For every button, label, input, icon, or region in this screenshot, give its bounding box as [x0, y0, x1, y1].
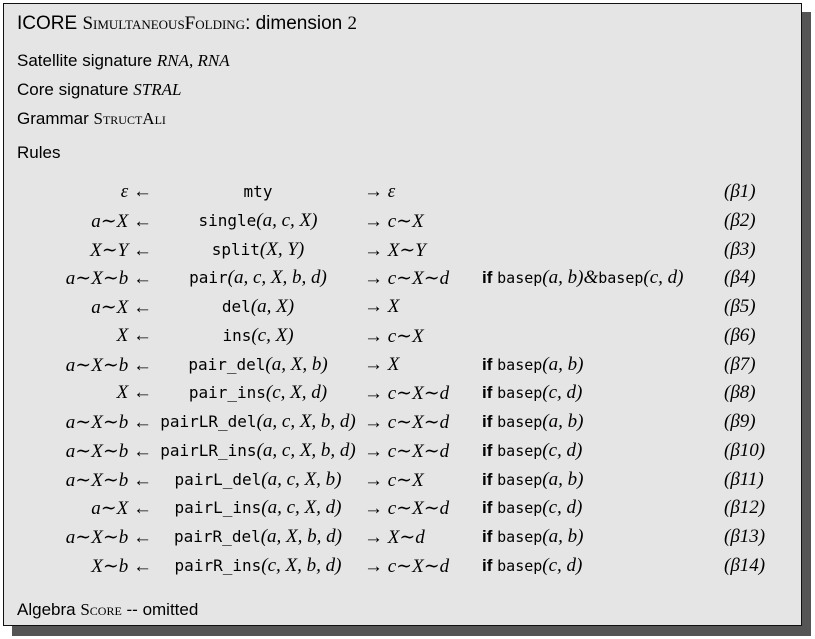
rule-lhs: a∼X∼b ←: [65, 527, 152, 548]
grammar-value: StructAli: [93, 109, 166, 128]
rule-label: (β11): [724, 468, 764, 490]
rule-function: [156, 325, 360, 347]
rule-rhs: → X: [364, 353, 400, 375]
rule-row: [4, 181, 799, 209]
rule-function-name: split: [211, 239, 260, 259]
rule-label: (β14): [724, 554, 766, 576]
rule-rhs: → c∼X∼d: [364, 498, 450, 520]
rule-function: [156, 382, 360, 404]
rule-function-args: (a, c, X, b): [261, 468, 342, 490]
rule-function-args: (c, X): [251, 324, 294, 346]
title-name: SimultaneousFolding: [82, 13, 246, 34]
rule-function-name: pairL_del: [174, 469, 262, 489]
rule-label: (β8): [724, 382, 756, 404]
core-value: STRAL: [133, 80, 182, 99]
rule-row: [4, 382, 799, 410]
rule-function-args: (c, X, d): [265, 382, 328, 404]
condition-expression: basep(a, b)&basep(c, d): [497, 267, 684, 289]
rule-condition: [482, 267, 683, 289]
rule-row: [4, 526, 799, 554]
rule-lhs: X∼Y ←: [90, 239, 152, 261]
condition-expression: basep(a, b): [497, 353, 584, 375]
rule-function-name: pairLR_ins: [160, 440, 257, 460]
satellite-value: RNA, RNA: [156, 51, 230, 70]
rule-condition: [482, 526, 583, 548]
rule-condition: [482, 411, 583, 433]
box-title: [17, 13, 357, 35]
rule-lhs: a∼X∼b ←: [65, 412, 152, 433]
title-suffix: : dimension: [245, 13, 348, 34]
algebra-name: Score: [80, 600, 122, 619]
rule-lhs: a∼X ←: [91, 210, 152, 232]
rule-rhs: → c∼X: [364, 469, 424, 491]
rule-function-name: pair_ins: [188, 383, 266, 403]
rule-condition: [482, 555, 582, 577]
rule-function-args: (a, X, b, d): [260, 526, 342, 547]
rule-row: [4, 555, 799, 583]
rule-rhs: → c∼X∼d: [364, 412, 450, 433]
rule-rhs: → X∼d: [364, 527, 425, 548]
condition-keyword: if: [482, 469, 493, 489]
rule-function-name: pairL_ins: [174, 498, 262, 518]
condition-expression: basep(c, d): [497, 439, 583, 461]
algebra-label: Algebra: [17, 600, 81, 619]
rule-label: (β12): [724, 497, 766, 519]
rule-condition: [482, 354, 583, 376]
rule-function: [156, 411, 360, 433]
rule-row: [4, 354, 799, 382]
rule-function-args: (a, X, b): [265, 353, 328, 375]
rule-function: [156, 440, 360, 462]
rule-row: [4, 296, 799, 324]
rule-row: [4, 497, 799, 525]
rule-rhs: → c∼X: [364, 325, 424, 347]
rule-function: [156, 239, 360, 261]
rule-label: (β13): [724, 526, 766, 547]
condition-expression: basep(c, d): [497, 382, 583, 404]
rule-label: (β5): [724, 296, 756, 317]
rule-function-args: (a, c, X, b, d): [227, 267, 327, 289]
rule-function-name: pair: [189, 268, 228, 288]
rule-row: [4, 210, 799, 238]
rule-rhs: → X∼Y: [364, 239, 426, 261]
grammar-label: Grammar: [17, 109, 94, 128]
rule-row: [4, 239, 799, 267]
rule-function-name: single: [198, 210, 257, 230]
algebra-line: [17, 600, 198, 620]
condition-keyword: if: [482, 498, 493, 518]
rule-function: [156, 526, 360, 548]
condition-keyword: if: [482, 527, 493, 546]
title-prefix: ICORE: [17, 13, 83, 34]
rule-rhs: → c∼X: [364, 210, 424, 232]
condition-expression: basep(a, b): [497, 526, 584, 547]
rule-label: (β3): [724, 238, 756, 260]
rule-rhs: → c∼X∼d: [364, 555, 450, 577]
condition-keyword: if: [482, 440, 493, 460]
algebra-suffix: -- omitted: [121, 600, 199, 619]
condition-keyword: if: [482, 412, 493, 431]
rule-condition: [482, 497, 582, 519]
rule-function: [156, 296, 360, 318]
title-dimension: 2: [347, 13, 358, 34]
condition-keyword: if: [482, 383, 493, 403]
rule-function-args: (a, c, X, b, d): [256, 411, 356, 432]
rule-function-name: mty: [243, 182, 273, 201]
rule-lhs: X ←: [116, 382, 152, 404]
condition-expression: basep(c, d): [497, 554, 583, 576]
rule-function-name: pair_del: [188, 354, 266, 374]
condition-expression: basep(a, b): [497, 468, 584, 490]
definition-box: [3, 3, 802, 626]
rule-label: (β7): [724, 353, 756, 375]
condition-keyword: if: [482, 555, 493, 575]
rule-function: [156, 210, 360, 232]
rule-function: [156, 267, 360, 289]
rule-row: [4, 411, 799, 439]
rule-function-name: del: [221, 297, 251, 316]
rule-label: (β4): [724, 267, 756, 289]
rule-lhs: X∼b ←: [91, 555, 152, 577]
rule-label: (β1): [724, 181, 756, 202]
rule-function-args: (a, c, X): [256, 209, 318, 231]
rule-function: [156, 181, 360, 203]
rule-lhs: a∼X∼b ←: [65, 268, 152, 290]
rule-lhs: a∼X ←: [91, 498, 152, 520]
rule-function: [156, 354, 360, 376]
rule-function: [156, 469, 360, 491]
satellite-label: Satellite signature: [17, 51, 157, 70]
rule-row: [4, 325, 799, 353]
rule-function-args: (a, X): [250, 296, 295, 317]
condition-keyword: if: [482, 354, 493, 374]
rule-lhs: a∼X∼b ←: [65, 440, 152, 462]
rule-function-name: pairR_ins: [174, 555, 262, 575]
satellite-signature-line: [17, 51, 230, 71]
rule-label: (β6): [724, 324, 756, 346]
rule-row: [4, 267, 799, 295]
rule-function: [156, 555, 360, 577]
condition-expression: basep(a, b): [497, 411, 584, 432]
rule-label: (β10): [724, 439, 766, 461]
rule-function-args: (a, c, X, b, d): [256, 439, 356, 461]
rule-condition: [482, 440, 582, 462]
grammar-line: [17, 109, 166, 129]
rule-lhs: X ←: [116, 324, 152, 346]
rule-row: [4, 440, 799, 468]
rule-rhs: → ε: [364, 181, 396, 202]
rule-label: (β9): [724, 411, 756, 432]
rules-heading: Rules: [17, 143, 61, 162]
rule-rhs: → c∼X∼d: [364, 440, 450, 462]
rule-lhs: a∼X ←: [91, 297, 152, 318]
rule-condition: [482, 382, 582, 404]
rule-lhs: ε ←: [120, 181, 152, 202]
rule-function: [156, 497, 360, 519]
rule-lhs: a∼X∼b ←: [65, 354, 152, 376]
rule-function-args: (a, c, X, d): [261, 497, 342, 519]
rule-function-args: (c, X, b, d): [261, 554, 342, 576]
rule-rhs: → c∼X∼d: [364, 268, 450, 290]
core-label: Core signature: [17, 80, 134, 99]
rule-function-args: (X, Y): [259, 238, 305, 260]
condition-expression: basep(c, d): [497, 497, 583, 519]
rule-rhs: → X: [364, 296, 400, 317]
rule-function-name: ins: [222, 325, 252, 345]
rule-lhs: a∼X∼b ←: [65, 469, 152, 491]
rule-function-name: pairR_del: [174, 527, 261, 546]
rule-condition: [482, 469, 583, 491]
core-signature-line: [17, 80, 181, 100]
rule-row: [4, 469, 799, 497]
rule-label: (β2): [724, 209, 756, 231]
condition-keyword: if: [482, 268, 493, 288]
rule-rhs: → c∼X∼d: [364, 383, 450, 405]
rule-function-name: pairLR_del: [160, 412, 257, 431]
